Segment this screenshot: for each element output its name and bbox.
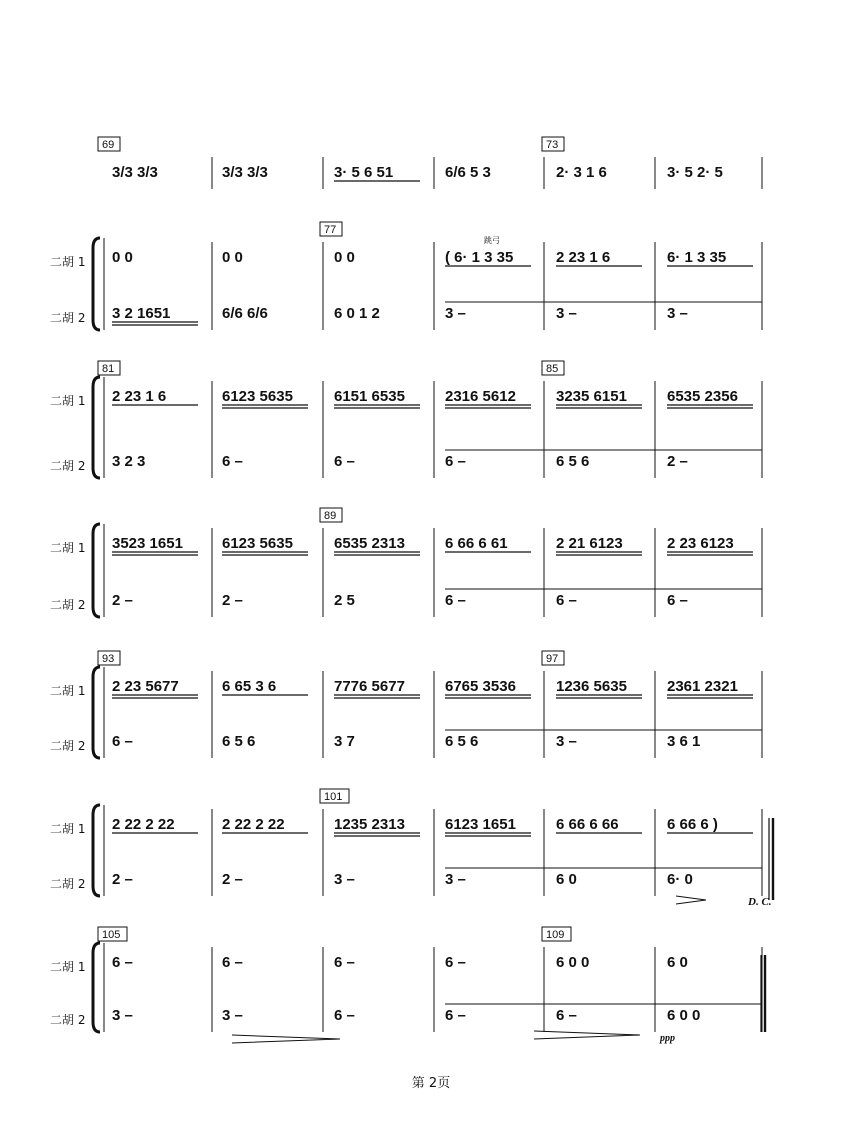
- measure-notes: 3 –: [445, 305, 466, 322]
- measure-notes: 6 0: [556, 871, 577, 888]
- rehearsal-mark: 101: [324, 791, 343, 803]
- measure-notes: 6 –: [556, 1007, 577, 1024]
- part-label-erhu-2: 二胡 2: [50, 1013, 86, 1027]
- measure-notes: 6 –: [334, 453, 355, 470]
- measure-notes: 2 21 6123: [556, 535, 623, 552]
- measure-notes: 3· 5 6 51: [334, 164, 394, 181]
- page-number: 第 2页: [411, 1076, 451, 1091]
- measure-notes: 6 –: [445, 954, 466, 971]
- measure-notes: 1235 2313: [334, 816, 405, 833]
- measure-notes: 3 –: [334, 871, 355, 888]
- part-label-erhu-1: 二胡 1: [50, 394, 86, 408]
- measure-notes: 6/6 6/6: [222, 305, 268, 322]
- part-label-erhu-1: 二胡 1: [50, 255, 86, 269]
- measure-notes: 2 –: [112, 592, 133, 609]
- staff-system: [50, 361, 762, 478]
- rehearsal-mark: 97: [546, 653, 559, 665]
- measure-notes: 0 0: [112, 249, 133, 266]
- measure-notes: 6· 1 3 35: [667, 249, 727, 266]
- measure-notes: 3 6 1: [667, 733, 701, 750]
- hairpin-decrescendo: [232, 1035, 340, 1043]
- measure-notes: 6 –: [445, 1007, 466, 1024]
- measure-notes: 2 23 5677: [112, 678, 179, 695]
- measure-notes: 2 23 6123: [667, 535, 734, 552]
- system-bracket: [93, 805, 100, 896]
- system-bracket: [93, 524, 100, 617]
- part-label-erhu-1: 二胡 1: [50, 960, 86, 974]
- rehearsal-mark: 105: [102, 929, 121, 941]
- measure-notes: 6535 2313: [334, 535, 405, 552]
- measure-notes: 3523 1651: [112, 535, 183, 552]
- measure-notes: 6123 5635: [222, 388, 293, 405]
- measure-notes: ( 6· 1 3 35: [445, 249, 514, 266]
- measure-notes: 2 23 1 6: [112, 388, 167, 405]
- measure-notes: 6151 6535: [334, 388, 405, 405]
- rehearsal-mark: 85: [546, 363, 559, 375]
- system-bracket: [93, 377, 100, 478]
- measure-notes: 2 –: [667, 453, 688, 470]
- measure-notes: 6 0 0: [556, 954, 590, 971]
- measure-notes: 3 –: [556, 733, 577, 750]
- dynamic-ppp: ppp: [660, 1033, 675, 1044]
- staff-system: [50, 789, 762, 896]
- measure-notes: 3· 5 2· 5: [667, 164, 723, 181]
- measure-notes: 6· 0: [667, 871, 693, 888]
- rehearsal-mark: 89: [324, 510, 337, 522]
- measure-notes: 0 0: [334, 249, 355, 266]
- staff-system: [50, 651, 762, 758]
- measure-notes: 6 –: [445, 453, 466, 470]
- measure-notes: 6/6 5 3: [445, 164, 491, 181]
- measure-notes: 6123 1651: [445, 816, 516, 833]
- measure-notes: 6 66 6 ): [667, 816, 718, 833]
- measure-notes: 6 –: [445, 592, 466, 609]
- measure-notes: 6 5 6: [556, 453, 590, 470]
- measure-notes: 2 22 2 22: [222, 816, 285, 833]
- part-label-erhu-2: 二胡 2: [50, 459, 86, 473]
- da-capo-marking: D. C.: [748, 896, 772, 908]
- measure-notes: 2· 3 1 6: [556, 164, 607, 181]
- measure-notes: 3 –: [222, 1007, 243, 1024]
- measure-notes: 6 –: [667, 592, 688, 609]
- measure-notes: 6 66 6 61: [445, 535, 508, 552]
- measure-notes: 6765 3536: [445, 678, 516, 695]
- measure-notes: 7776 5677: [334, 678, 405, 695]
- measure-notes: 6 –: [222, 954, 243, 971]
- system-bracket: [93, 667, 100, 758]
- part-label-erhu-2: 二胡 2: [50, 877, 86, 891]
- measure-notes: 1236 5635: [556, 678, 627, 695]
- measure-notes: 2 –: [222, 871, 243, 888]
- part-label-erhu-1: 二胡 1: [50, 541, 86, 555]
- rehearsal-mark: 109: [546, 929, 565, 941]
- rehearsal-mark: 93: [102, 653, 115, 665]
- measure-notes: 6 0 1 2: [334, 305, 380, 322]
- part-label-erhu-2: 二胡 2: [50, 739, 86, 753]
- system-bracket: [93, 943, 100, 1032]
- hairpin-decrescendo: [676, 896, 706, 904]
- measure-notes: 2361 2321: [667, 678, 738, 695]
- measure-notes: 3 –: [445, 871, 466, 888]
- measure-notes: 6 –: [222, 453, 243, 470]
- rehearsal-mark: 81: [102, 363, 115, 375]
- measure-notes: 6 –: [556, 592, 577, 609]
- system-bracket: [93, 238, 100, 330]
- measure-notes: 3 –: [667, 305, 688, 322]
- measure-notes: 2 22 2 22: [112, 816, 175, 833]
- measure-notes: 6 –: [112, 733, 133, 750]
- measure-notes: 6 5 6: [445, 733, 479, 750]
- rehearsal-mark: 73: [546, 139, 559, 151]
- measure-notes: 3/3 3/3: [112, 164, 158, 181]
- measure-notes: 3/3 3/3: [222, 164, 268, 181]
- measure-notes: 3 2 3: [112, 453, 146, 470]
- measure-notes: 2 –: [112, 871, 133, 888]
- measure-notes: 2 5: [334, 592, 355, 609]
- rehearsal-mark: 77: [324, 224, 337, 236]
- measure-notes: 6 65 3 6: [222, 678, 277, 695]
- staff-system: [50, 508, 762, 617]
- measure-notes: 6123 5635: [222, 535, 293, 552]
- part-label-erhu-1: 二胡 1: [50, 822, 86, 836]
- measure-notes: 3235 6151: [556, 388, 627, 405]
- bowing-technique-text: 跳弓: [484, 236, 500, 245]
- measure-notes: 6 5 6: [222, 733, 256, 750]
- part-label-erhu-1: 二胡 1: [50, 684, 86, 698]
- staff-system: [50, 222, 762, 330]
- rehearsal-mark: 69: [102, 139, 115, 151]
- part-label-erhu-2: 二胡 2: [50, 311, 86, 325]
- measure-notes: 2316 5612: [445, 388, 516, 405]
- measure-notes: 0 0: [222, 249, 243, 266]
- measure-notes: 6 –: [334, 1007, 355, 1024]
- measure-notes: 3 –: [112, 1007, 133, 1024]
- measure-notes: 6 66 6 66: [556, 816, 619, 833]
- measure-notes: 3 2 1651: [112, 305, 171, 322]
- measure-notes: 3 7: [334, 733, 355, 750]
- measure-notes: 2 –: [222, 592, 243, 609]
- measure-notes: 3 –: [556, 305, 577, 322]
- measure-notes: 2 23 1 6: [556, 249, 611, 266]
- measure-notes: 6535 2356: [667, 388, 738, 405]
- staff-system: [50, 927, 762, 1032]
- part-label-erhu-2: 二胡 2: [50, 598, 86, 612]
- measure-notes: 6 –: [112, 954, 133, 971]
- staff-system: [98, 137, 762, 189]
- measure-notes: 6 0 0: [667, 1007, 701, 1024]
- measure-notes: 6 0: [667, 954, 688, 971]
- measure-notes: 6 –: [334, 954, 355, 971]
- hairpin-decrescendo: [534, 1031, 640, 1039]
